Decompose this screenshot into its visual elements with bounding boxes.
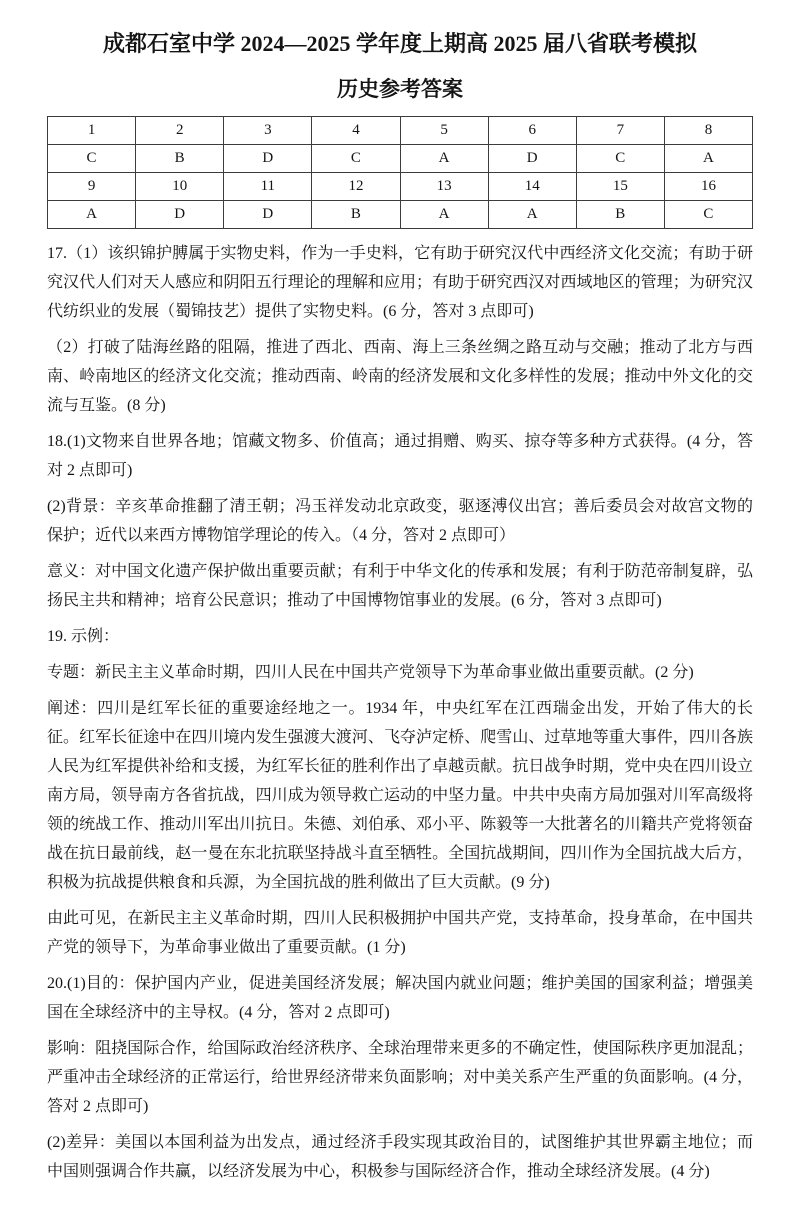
answer-table-cell: D [488,145,576,173]
answer-table-cell: A [664,145,752,173]
answer-17-1: 17.（1）该织锦护膊属于实物史料，作为一手史料，它有助于研究汉代中西经济文化交流；有助于研究汉代人们对天人感应和阴阳五行理论的理解和应用；有助于研究西汉对西域地区的管理；为研究汉代纺织业的发展（蜀锦技艺）提供了实物史料。(6 分，答对 3 点即可) [47,245,753,320]
answer-19-conclusion: 由此可见，在新民主主义革命时期，四川人民积极拥护中国共产党，支持革命，投身革命，在中国共产党的领导下，为革命事业做出了重要贡献。(1 分) [47,910,753,956]
answer-table-cell: C [576,145,664,173]
answer-table-cell: A [488,201,576,229]
answers-body [47,239,753,1186]
answer-table-cell: A [48,201,136,229]
answer-table-cell: 6 [488,117,576,145]
answer-table-body [48,117,753,229]
answer-table-cell: B [576,201,664,229]
document-subtitle: 历史参考答案 [337,77,463,101]
answer-table [47,116,753,229]
answer-table-row [48,145,753,173]
answer-table-cell: D [224,201,312,229]
answer-table-row [48,117,753,145]
answer-table-cell: 1 [48,117,136,145]
answer-table-cell: B [136,145,224,173]
answer-19-example: 19. 示例： [47,628,120,645]
document-title: 成都石室中学 2024—2025 学年度上期高 2025 届八省联考模拟 [102,31,697,56]
answer-table-cell: D [224,145,312,173]
answer-table-cell: B [312,201,400,229]
answer-18-1: 18.(1)文物来自世界各地；馆藏文物多、价值高；通过捐赠、购买、掠夺等多种方式获得。(4 分，答对 2 点即可) [47,433,753,479]
answer-20-1-purpose: 20.(1)目的：保护国内产业，促进美国经济发展；解决国内就业问题；维护美国的国家利益；增强美国在全球经济中的主导权。(4 分，答对 2 点即可) [47,975,753,1021]
answer-table-cell: 2 [136,117,224,145]
answer-table-cell: 10 [136,173,224,201]
answer-19-topic: 专题：新民主主义革命时期，四川人民在中国共产党领导下为革命事业做出重要贡献。(2 分) [47,664,694,681]
answer-table-cell: 15 [576,173,664,201]
answer-table-cell: 12 [312,173,400,201]
answer-table-cell: 14 [488,173,576,201]
answer-19-elaboration: 阐述：四川是红军长征的重要途经地之一。1934 年，中央红军在江西瑞金出发，开始了伟大的长征。红军长征途中在四川境内发生强渡大渡河、飞夺泸定桥、爬雪山、过草地等重大事件，四川各族人民为红军提供补给和支援，为红军长征的胜利作出了卓越贡献。抗日战争时期，党中央在四川设立南方局，领导南方各省抗战，四川成为领导救亡运动的中坚力量。中共中央南方局加强对川军高级将领的统战工作、推动川军出川抗日。朱德、刘伯承、邓小平、陈毅等一大批著名的川籍共产党将领奋战在抗日最前线，赵一曼在东北抗联坚持战斗直至牺牲。全国抗战期间，四川作为全国抗战大后方，积极为抗战提供粮食和兵源，为全国抗战的胜利做出了巨大贡献。(9 分) [47,700,753,891]
answer-20-1-impact: 影响：阻挠国际合作，给国际政治经济秩序、全球治理带来更多的不确定性，使国际秩序更加混乱；严重冲击全球经济的正常运行，给世界经济带来负面影响；对中美关系产生严重的负面影响。(4 分，答对 2 点即可) [47,1040,753,1115]
answer-table-cell: C [48,145,136,173]
answer-18-2-background: (2)背景：辛亥革命推翻了清王朝；冯玉祥发动北京政变，驱逐溥仪出宫；善后委员会对故宫文物的保护；近代以来西方博物馆学理论的传入。（4 分，答对 2 点即可） [47,498,753,544]
answer-table-cell: A [400,145,488,173]
answer-table-cell: 9 [48,173,136,201]
answer-table-cell: A [400,201,488,229]
answer-table-cell: 4 [312,117,400,145]
answer-18-2-significance: 意义：对中国文化遗产保护做出重要贡献；有利于中华文化的传承和发展；有利于防范帝制复辟，弘扬民主共和精神；培育公民意识；推动了中国博物馆事业的发展。(6 分，答对 3 点即可) [47,563,753,609]
answer-table-cell: C [664,201,752,229]
answer-table-row [48,201,753,229]
answer-table-cell: 16 [664,173,752,201]
answer-table-cell: 7 [576,117,664,145]
answer-table-cell: C [312,145,400,173]
answer-17-2: （2）打破了陆海丝路的阻隔，推进了西北、西南、海上三条丝绸之路互动与交融；推动了北方与西南、岭南地区的经济文化交流；推动西南、岭南的经济发展和文化多样性的发展；推动中外文化的交流与互鉴。(8 分) [47,339,753,414]
answer-table-cell: D [136,201,224,229]
answer-table-cell: 8 [664,117,752,145]
answer-table-cell: 3 [224,117,312,145]
answer-table-cell: 5 [400,117,488,145]
answer-20-2-difference: (2)差异：美国以本国利益为出发点，通过经济手段实现其政治目的，试图维护其世界霸主地位；而中国则强调合作共赢，以经济发展为中心，积极参与国际经济合作，推动全球经济发展。(4 分) [47,1134,753,1180]
answer-table-row [48,173,753,201]
answer-table-cell: 13 [400,173,488,201]
answer-table-cell: 11 [224,173,312,201]
